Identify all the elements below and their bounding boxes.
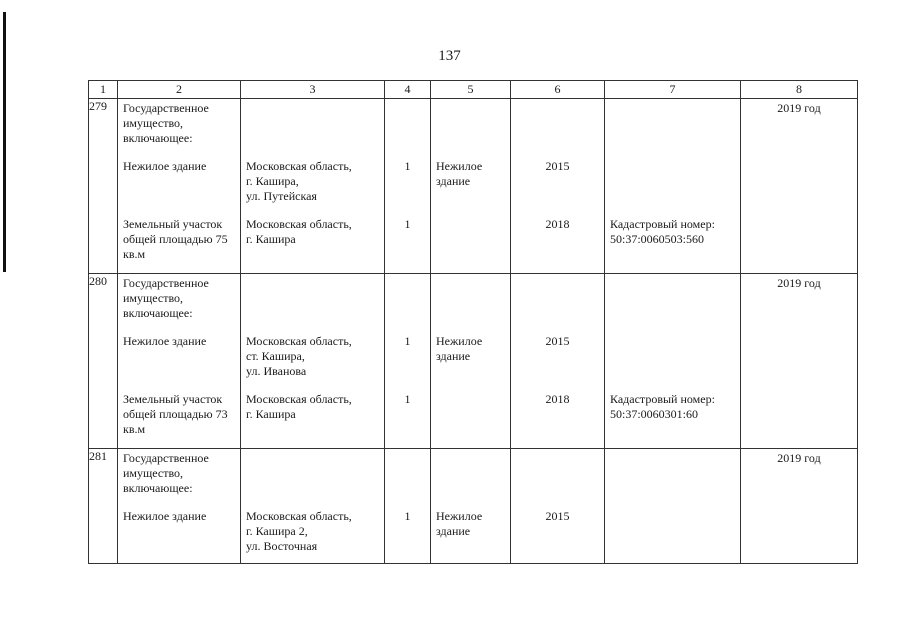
table-header-row bbox=[89, 81, 858, 99]
column-header: 6 bbox=[511, 81, 605, 99]
item-quantity: 1 bbox=[404, 217, 411, 231]
name-cell bbox=[118, 449, 241, 564]
column-header: 1 bbox=[89, 81, 118, 99]
item-address: Московская область, г. Кашира bbox=[246, 392, 352, 421]
quantity-cell bbox=[385, 274, 431, 449]
item-quantity: 1 bbox=[404, 334, 411, 348]
table-row bbox=[89, 449, 858, 564]
item-type: Нежилое здание bbox=[436, 159, 483, 188]
year-built-cell bbox=[511, 99, 605, 274]
item-type bbox=[431, 390, 510, 448]
period-cell bbox=[741, 274, 858, 449]
item-note: Кадастровый номер: 50:37:0060503:560 bbox=[610, 217, 715, 246]
item-year: 2018 bbox=[545, 392, 570, 406]
item-note bbox=[605, 507, 740, 563]
type-cell bbox=[431, 274, 511, 449]
period-year: 2019 год bbox=[777, 276, 821, 290]
item-quantity: 1 bbox=[404, 392, 411, 406]
column-header: 5 bbox=[431, 81, 511, 99]
address-cell bbox=[241, 274, 385, 449]
row-number: 279 bbox=[89, 99, 118, 274]
column-header: 7 bbox=[605, 81, 741, 99]
period-year: 2019 год bbox=[777, 101, 821, 115]
item-year: 2015 bbox=[545, 509, 570, 523]
item-address: Московская область, ст. Кашира, ул. Иванова bbox=[246, 334, 352, 378]
address-cell bbox=[241, 99, 385, 274]
item-year: 2015 bbox=[545, 334, 570, 348]
item-address: Московская область, г. Кашира, ул. Путейская bbox=[246, 159, 352, 203]
page-number: 137 bbox=[438, 48, 461, 64]
item-type: Нежилое здание bbox=[436, 334, 483, 363]
item-name: Земельный участок общей площадью 75 кв.м bbox=[123, 217, 228, 261]
column-header: 4 bbox=[385, 81, 431, 99]
row-number: 280 bbox=[89, 274, 118, 449]
item-name: Нежилое здание bbox=[123, 509, 207, 523]
column-header: 2 bbox=[118, 81, 241, 99]
item-note: Кадастровый номер: 50:37:0060301:60 bbox=[610, 392, 715, 421]
item-name: Нежилое здание bbox=[123, 334, 207, 348]
item-note bbox=[605, 332, 740, 390]
name-cell bbox=[118, 99, 241, 274]
table-row bbox=[89, 99, 858, 274]
item-quantity: 1 bbox=[404, 509, 411, 523]
quantity-cell bbox=[385, 449, 431, 564]
name-cell bbox=[118, 274, 241, 449]
type-cell bbox=[431, 99, 511, 274]
type-cell bbox=[431, 449, 511, 564]
note-cell bbox=[605, 274, 741, 449]
item-year: 2018 bbox=[545, 217, 570, 231]
item-type bbox=[431, 215, 510, 273]
item-address: Московская область, г. Кашира bbox=[246, 217, 352, 246]
note-cell bbox=[605, 99, 741, 274]
column-header: 3 bbox=[241, 81, 385, 99]
year-built-cell bbox=[511, 449, 605, 564]
period-cell bbox=[741, 449, 858, 564]
item-address: Московская область, г. Кашира 2, ул. Восточная bbox=[246, 509, 352, 553]
period-cell bbox=[741, 99, 858, 274]
group-title: Государственное имущество, включающее: bbox=[123, 276, 209, 320]
address-cell bbox=[241, 449, 385, 564]
item-note bbox=[605, 157, 740, 215]
item-year: 2015 bbox=[545, 159, 570, 173]
item-quantity: 1 bbox=[404, 159, 411, 173]
group-title: Государственное имущество, включающее: bbox=[123, 451, 209, 495]
row-number: 281 bbox=[89, 449, 118, 564]
property-registry-table bbox=[88, 80, 858, 564]
group-title: Государственное имущество, включающее: bbox=[123, 101, 209, 145]
item-type: Нежилое здание bbox=[436, 509, 483, 538]
year-built-cell bbox=[511, 274, 605, 449]
item-name: Нежилое здание bbox=[123, 159, 207, 173]
table-row bbox=[89, 274, 858, 449]
quantity-cell bbox=[385, 99, 431, 274]
note-cell bbox=[605, 449, 741, 564]
column-header: 8 bbox=[741, 81, 858, 99]
period-year: 2019 год bbox=[777, 451, 821, 465]
item-name: Земельный участок общей площадью 73 кв.м bbox=[123, 392, 228, 436]
